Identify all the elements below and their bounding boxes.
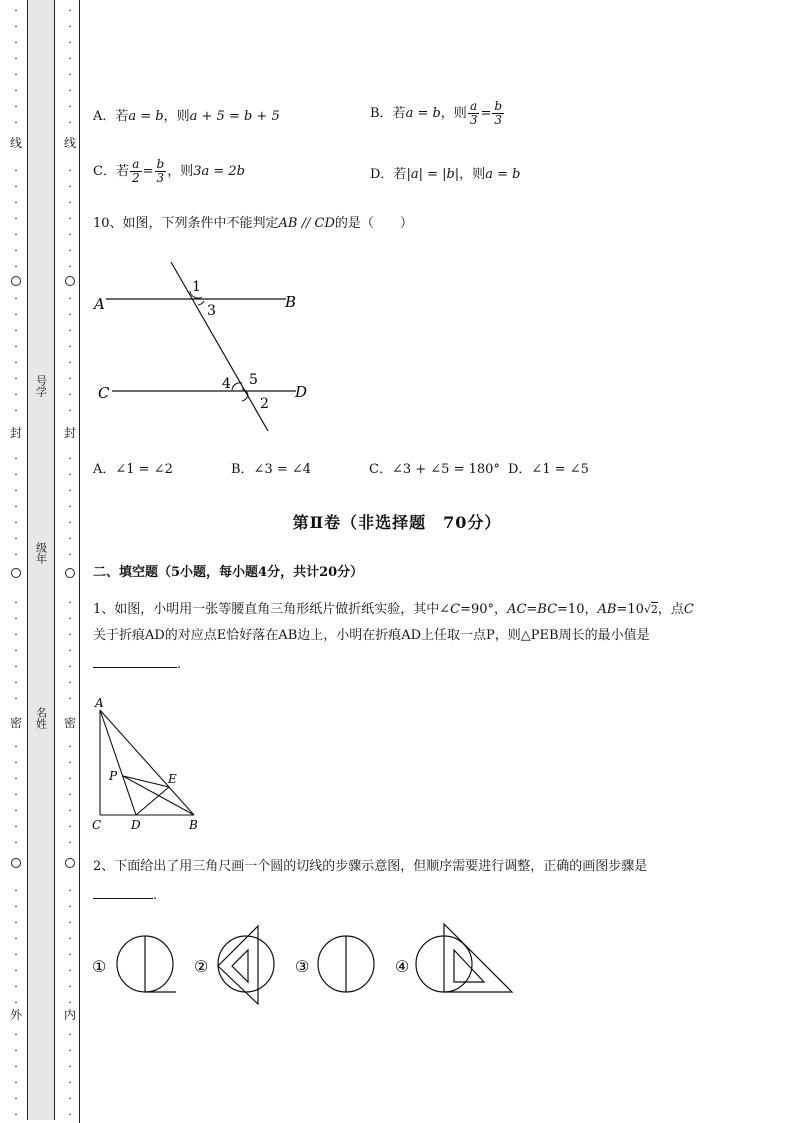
outer-dot: · xyxy=(14,68,18,81)
fq1-answer-blank[interactable]: . xyxy=(93,655,181,674)
outer-dot: · xyxy=(14,1060,18,1073)
outer-dot: · xyxy=(14,356,18,369)
outer-seal-circle xyxy=(11,568,21,578)
inner-dot: · xyxy=(68,340,72,353)
outer-dot: · xyxy=(14,1028,18,1041)
outer-dot: · xyxy=(14,196,18,209)
outer-dot: · xyxy=(14,516,18,529)
q10-angle-1: 1 xyxy=(192,279,201,295)
inner-dot: · xyxy=(68,772,72,785)
inner-dot: · xyxy=(68,644,72,657)
grade-label: 级年 xyxy=(34,542,48,564)
outer-dot: · xyxy=(14,916,18,929)
outer-dot: · xyxy=(14,756,18,769)
outer-seal-column xyxy=(4,0,28,1123)
inner-dot: · xyxy=(68,1060,72,1073)
inner-dot: · xyxy=(68,900,72,913)
outer-dot: · xyxy=(14,452,18,465)
step-3-label: ③ xyxy=(295,957,310,976)
inner-dot: · xyxy=(68,820,72,833)
outer-dot: · xyxy=(14,548,18,561)
fq2-line1: 2、下面给出了用三角尺画一个圆的切线的步骤示意图，但顺序需要进行调整，正确的画图步骤是 xyxy=(93,859,648,874)
inner-dot: · xyxy=(68,836,72,849)
inner-dot: · xyxy=(68,84,72,97)
outer-dot: · xyxy=(14,980,18,993)
fq1-label-d: D xyxy=(131,818,141,832)
outer-dot: · xyxy=(14,628,18,641)
outer-dot: · xyxy=(14,836,18,849)
q10-label-b: B xyxy=(285,293,297,311)
inner-dot: · xyxy=(68,740,72,753)
outer-dot: · xyxy=(14,500,18,513)
outer-dot: · xyxy=(14,1076,18,1089)
inner-dot: · xyxy=(68,788,72,801)
outer-seal-circle xyxy=(11,276,21,286)
outer-dot: · xyxy=(14,740,18,753)
inner-dot: · xyxy=(68,756,72,769)
outer-dot: · xyxy=(14,180,18,193)
inner-dot: · xyxy=(68,1028,72,1041)
inner-seal-mark: 密 xyxy=(63,716,76,730)
outer-dot: · xyxy=(14,20,18,33)
q10-angle-4: 4 xyxy=(222,376,231,392)
inner-dot: · xyxy=(68,324,72,337)
inner-seal-circle xyxy=(65,568,75,578)
inner-dot: · xyxy=(68,116,72,129)
q9-option-c: C．若 $\frac{a}{2}$ = $\frac{b}{3}$ ，则3a = 2b xyxy=(93,157,245,185)
q9-option-b: B．若a = b，则 $\frac{a}{3}$ = $\frac{b}{3}$ xyxy=(370,99,503,127)
outer-dot: · xyxy=(14,36,18,49)
outer-dot: · xyxy=(14,900,18,913)
outer-seal-mark: 封 xyxy=(9,426,22,440)
inner-dot: · xyxy=(68,180,72,193)
outer-dot: · xyxy=(14,644,18,657)
outer-dot: · xyxy=(14,468,18,481)
q10-label-d: D xyxy=(295,383,308,401)
inner-dot: · xyxy=(68,196,72,209)
inner-dot: · xyxy=(68,20,72,33)
q9-option-d: D．若|a| = |b|，则a = b xyxy=(370,167,521,182)
fq1-triangle-figure xyxy=(90,695,210,835)
inner-dot: · xyxy=(68,612,72,625)
inner-dot: · xyxy=(68,980,72,993)
inner-dot: · xyxy=(68,916,72,929)
outer-dot: · xyxy=(14,772,18,785)
q10-parallel-lines-figure xyxy=(90,255,320,440)
inner-dot: · xyxy=(68,532,72,545)
outer-dot: · xyxy=(14,484,18,497)
inner-dot: · xyxy=(68,692,72,705)
inner-seal-mark: 内 xyxy=(63,1008,76,1022)
inner-dot: · xyxy=(68,996,72,1009)
inner-dot: · xyxy=(68,292,72,305)
inner-dot: · xyxy=(68,932,72,945)
inner-dot: · xyxy=(68,1092,72,1105)
outer-dot: · xyxy=(14,660,18,673)
inner-dot: · xyxy=(68,1044,72,1057)
outer-dot: · xyxy=(14,1092,18,1105)
inner-dot: · xyxy=(68,884,72,897)
inner-dot: · xyxy=(68,308,72,321)
outer-dot: · xyxy=(14,212,18,225)
inner-dot: · xyxy=(68,100,72,113)
inner-dot: · xyxy=(68,948,72,961)
outer-dot: · xyxy=(14,1108,18,1121)
inner-dot: · xyxy=(68,4,72,17)
outer-dot: · xyxy=(14,692,18,705)
outer-dot: · xyxy=(14,676,18,689)
outer-dot: · xyxy=(14,292,18,305)
step-2-label: ② xyxy=(194,957,209,976)
inner-dot: · xyxy=(68,228,72,241)
inner-seal-circle xyxy=(65,276,75,286)
outer-dot: · xyxy=(14,964,18,977)
q10-stem: 10、如图，下列条件中不能判定AB // CD的是（ ） xyxy=(93,216,413,231)
outer-dot: · xyxy=(14,308,18,321)
inner-dot: · xyxy=(68,452,72,465)
step-4-label: ④ xyxy=(395,957,410,976)
inner-dot: · xyxy=(68,260,72,273)
part2-title: 第Ⅱ卷（非选择题 70分） xyxy=(292,513,502,532)
fq1-label-e: E xyxy=(168,772,177,786)
outer-dot: · xyxy=(14,820,18,833)
inner-dot: · xyxy=(68,676,72,689)
step-1-label: ① xyxy=(92,957,107,976)
outer-dot: · xyxy=(14,804,18,817)
inner-dot: · xyxy=(68,484,72,497)
inner-dot: · xyxy=(68,388,72,401)
fq1-label-a: A xyxy=(95,696,104,710)
fq1-label-b: B xyxy=(189,818,198,832)
name-label: 名姓 xyxy=(34,707,48,729)
outer-dot: · xyxy=(14,116,18,129)
outer-dot: · xyxy=(14,612,18,625)
outer-dot: · xyxy=(14,244,18,257)
q10-option-d: D．∠1 = ∠5 xyxy=(508,462,589,477)
q10-angle-2: 2 xyxy=(260,396,269,412)
fq1-label-p: P xyxy=(109,769,118,783)
fq1-line1: 1、如图，小明用一张等腰直角三角形纸片做折纸实验，其中∠C=90°，AC=BC=10，AB=10√2，点C xyxy=(93,602,694,617)
outer-dot: · xyxy=(14,388,18,401)
q10-label-a: A xyxy=(94,295,105,313)
q10-option-c: C．∠3 + ∠5 = 180° xyxy=(369,462,500,477)
outer-dot: · xyxy=(14,932,18,945)
outer-dot: · xyxy=(14,1044,18,1057)
inner-dot: · xyxy=(68,804,72,817)
q10-angle-3: 3 xyxy=(207,303,216,319)
fq1-label-c: C xyxy=(92,818,102,832)
q10-option-b: B．∠3 = ∠4 xyxy=(231,462,312,477)
fill-section-header: 二、填空题（5小题，每小题4分，共计20分） xyxy=(93,565,364,580)
outer-seal-mark: 密 xyxy=(9,716,22,730)
inner-dot: · xyxy=(68,628,72,641)
outer-dot: · xyxy=(14,52,18,65)
fq1-line2: 关于折痕AD的对应点E恰好落在AB边上，小明在折痕AD上任取一点P，则△PEB周长的最小值是 xyxy=(93,628,650,643)
inner-seal-column xyxy=(58,0,82,1123)
inner-dot: · xyxy=(68,52,72,65)
outer-dot: · xyxy=(14,164,18,177)
inner-seal-mark: 封 xyxy=(63,426,76,440)
inner-dot: · xyxy=(68,36,72,49)
outer-dot: · xyxy=(14,596,18,609)
outer-dot: · xyxy=(14,884,18,897)
inner-dot: · xyxy=(68,212,72,225)
q10-angle-5: 5 xyxy=(249,372,258,388)
inner-dot: · xyxy=(68,404,72,417)
inner-dot: · xyxy=(68,548,72,561)
outer-seal-mark: 外 xyxy=(9,1008,22,1022)
inner-dot: · xyxy=(68,660,72,673)
outer-dot: · xyxy=(14,100,18,113)
student-id-label: 号学 xyxy=(34,375,48,397)
inner-dot: · xyxy=(68,164,72,177)
inner-seal-mark: 线 xyxy=(63,136,76,150)
fq2-answer-blank[interactable]: . xyxy=(93,886,157,905)
inner-dot: · xyxy=(68,596,72,609)
inner-dot: · xyxy=(68,964,72,977)
inner-dot: · xyxy=(68,68,72,81)
inner-dot: · xyxy=(68,516,72,529)
outer-dot: · xyxy=(14,340,18,353)
inner-dot: · xyxy=(68,468,72,481)
q10-option-a: A．∠1 = ∠2 xyxy=(93,462,173,477)
inner-seal-circle xyxy=(65,858,75,868)
outer-dot: · xyxy=(14,372,18,385)
inner-dot: · xyxy=(68,500,72,513)
outer-dot: · xyxy=(14,948,18,961)
q10-label-c: C xyxy=(98,384,110,402)
outer-dot: · xyxy=(14,4,18,17)
inner-dot: · xyxy=(68,1108,72,1121)
q9-option-a: A．若a = b，则a + 5 = b + 5 xyxy=(93,109,280,124)
outer-seal-circle xyxy=(11,858,21,868)
inner-dot: · xyxy=(68,356,72,369)
outer-dot: · xyxy=(14,532,18,545)
outer-dot: · xyxy=(14,996,18,1009)
fq2-tangent-steps-figure xyxy=(90,920,520,1010)
outer-dot: · xyxy=(14,228,18,241)
outer-dot: · xyxy=(14,260,18,273)
inner-dot: · xyxy=(68,1076,72,1089)
outer-dot: · xyxy=(14,324,18,337)
outer-dot: · xyxy=(14,84,18,97)
outer-dot: · xyxy=(14,788,18,801)
inner-dot: · xyxy=(68,244,72,257)
outer-seal-mark: 线 xyxy=(9,136,22,150)
inner-dot: · xyxy=(68,372,72,385)
outer-dot: · xyxy=(14,404,18,417)
